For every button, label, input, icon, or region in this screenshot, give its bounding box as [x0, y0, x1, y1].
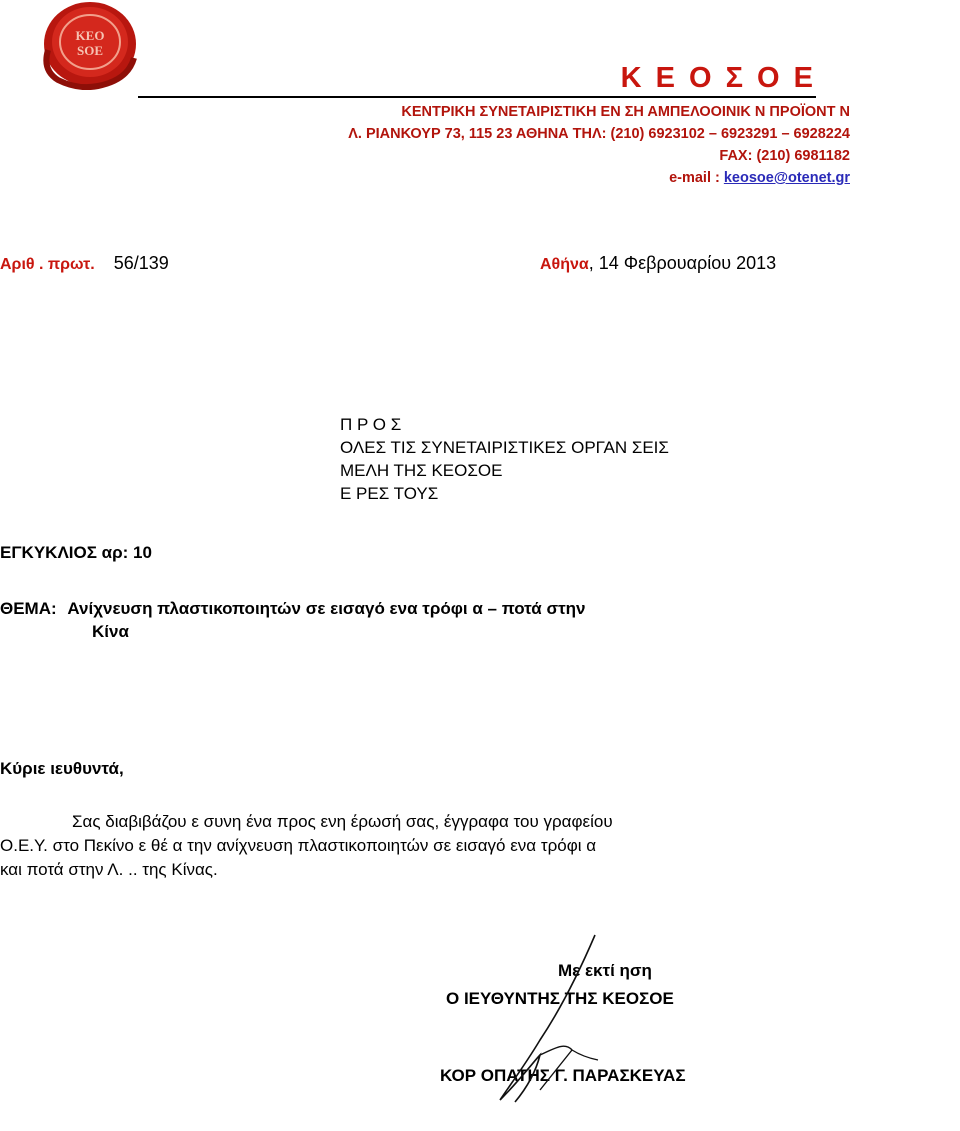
header-rule	[138, 96, 816, 98]
email-label: e-mail :	[669, 170, 720, 186]
recipients-line: ΟΛΕΣ ΤΙΣ ΣΥΝΕΤΑΙΡΙΣΤΙΚΕΣ ΟΡΓΑΝ ΣΕΙΣ	[340, 438, 669, 457]
recipients-line: ΜΕΛΗ ΤΗΣ ΚΕΟΣΟΕ	[340, 461, 503, 480]
subject-label: ΘΕΜΑ:	[0, 599, 57, 618]
signatory-name: ΚΟΡ ΟΠΑΤΗΣ Γ. ΠΑΡΑΣΚΕΥΑΣ	[440, 1066, 686, 1085]
handwritten-signature	[480, 930, 620, 1110]
org-full-name: ΚΕΝΤΡΙΚΗ ΣΥΝΕΤΑΙΡΙΣΤΙΚΗ ΕΝ ΣΗ ΑΜΠΕΛΟΟΙΝΙΚ Ν ΠΡΟΪΟΝΤ Ν	[401, 104, 850, 120]
protocol-label: Αριθ . πρωτ.	[0, 256, 95, 273]
protocol-number: 56/139	[113, 253, 169, 273]
org-fax: FAX: (210) 6981182	[719, 148, 850, 164]
date-value: , 14 Φεβρουαρίου 2013	[588, 253, 777, 273]
date-city: Αθήνα	[540, 256, 589, 273]
subject-text: Ανίχνευση πλαστικοποιητών σε εισαγό ενα τρόφι α – ποτά στην	[67, 599, 586, 618]
protocol-reference	[0, 253, 169, 274]
org-address-phone: Λ. ΡΙΑΝΚΟΥΡ 73, 115 23 ΑΘΗΝΑ ΤΗΛ: (210) 6923102 – 6923291 – 6928224	[348, 126, 850, 142]
email-link[interactable]: keosoe@otenet.gr	[723, 170, 850, 186]
signatory-title: Ο ΙΕΥΘΥΝΤΗΣ ΤΗΣ ΚΕΟΣΟΕ	[446, 989, 674, 1008]
circular-number: ΕΓΚΥΚΛΙΟΣ αρ: 10	[0, 543, 152, 562]
organization-name: Κ Ε Ο Σ Ο Ε	[620, 62, 816, 94]
recipients-heading: Π Ρ Ο Σ	[340, 415, 402, 434]
closing-salutation: Με εκτί ηση	[558, 961, 652, 980]
body-line: και ποτά στην Λ. .. της Κίνας.	[0, 860, 218, 879]
recipients-line: Ε ΡΕΣ ΤΟΥΣ	[340, 484, 439, 503]
body-line: Σας διαβιβάζου ε συνη ένα προς ενη έρωσή σας, έγγραφα του γραφείου	[72, 812, 613, 831]
body-line: Ο.Ε.Υ. στο Πεκίνο ε θέ α την ανίχνευση πλαστικοποιητών σε εισαγό ενα τρόφι α	[0, 836, 597, 855]
letter-body	[0, 810, 613, 882]
letter-date	[540, 253, 776, 274]
org-email-line	[669, 170, 850, 186]
greeting: Κύριε ιευθυντά,	[0, 759, 124, 778]
svg-text:SOE: SOE	[76, 43, 104, 58]
recipients-block	[340, 413, 669, 505]
wax-seal-logo	[38, 0, 142, 90]
subject-text-continued: Κίνα	[92, 622, 129, 641]
svg-text:KEO: KEO	[75, 28, 105, 43]
subject-line	[0, 596, 586, 622]
